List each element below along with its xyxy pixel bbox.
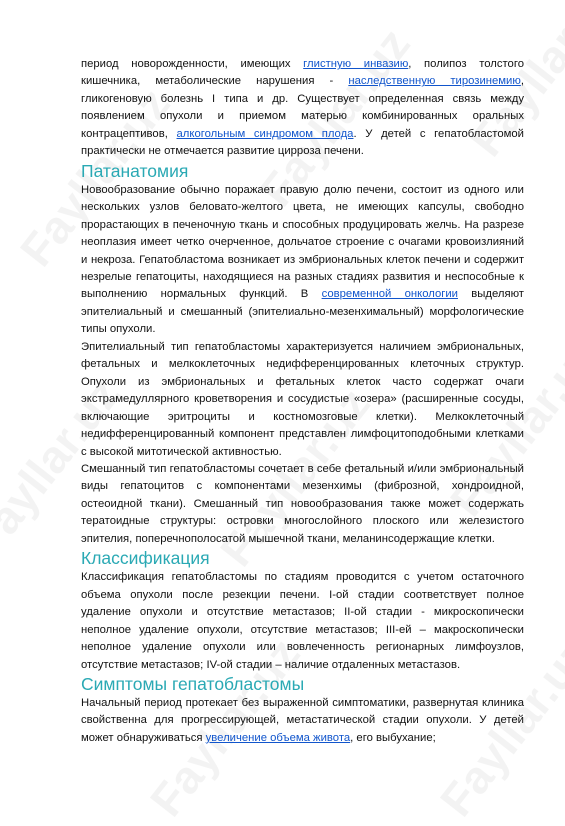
text-run: период новорожденности, имеющих [81, 58, 304, 70]
paragraph-classification: Классификация гепатобластомы по стадиям проводится с учетом остаточного объема опухоли после резекции печени. I-ой стадии соответствует полное удаление опухоли и отсутствие метастазов; II-ой стадии - микроскопически неполное удаление опухоли, отсутствие метастазов; III-ей – макроскопически неполное удаление опухоли или вовлеченность регионарных лимфоузлов, отсутствие метастазов; IV-ой стадии – наличие отдаленных метастазов. [81, 571, 524, 671]
text-run: , полипоз толстого кишечника, метаболические нарушения - [81, 58, 525, 88]
text-run: , гликогеновую болезнь I типа и др. Существует определенная связь между появлением опухоли и приемом матерью комбинированных оральных контрацептивов, [81, 75, 524, 140]
text-run: Начальный период протекает без выраженной симптоматики, развернутая клиника свойственна для прогрессирующей, метастатической стадии опухоли. У детей может обнаруживаться [81, 696, 524, 744]
inline-link[interactable]: современной онкологии [321, 288, 458, 301]
paragraph-mixed-type: Смешанный тип гепатобластомы сочетает в себе фетальный и/или эмбриональный виды гепатоцитов с компонентами мезенхимы (фиброзной, хондроидной, остеоидной ткани). Смешанный тип новообразования также может содержать тератоидные структуры: островки многослойного плоского или железистого эпителия, поперечнополосатой мышечной ткани, меланинсодержащие клетки. [81, 462, 524, 545]
paragraph-pathanatomy [81, 182, 524, 339]
inline-link[interactable]: алкогольным синдромом плода [176, 127, 354, 140]
inline-link[interactable]: увеличение объема живота [205, 731, 351, 744]
document-page [81, 56, 524, 747]
heading-symptoms: Симптомы гепатобластомы [81, 673, 305, 694]
inline-link[interactable]: глистную инвазию [303, 58, 409, 70]
paragraph-symptoms [81, 695, 524, 747]
heading-pathanatomy: Патанатомия [81, 160, 189, 181]
text-run: . У детей с гепатобластомой практически не отмечается развитие цирроза печени. [81, 127, 524, 158]
inline-link[interactable]: наследственную тирозинемию [348, 75, 521, 88]
text-run: выделяют эпителиальный и смешанный (эпителиально-мезенхимальный) морфологические типы опухоли. [81, 288, 524, 336]
paragraph-epithelial-type: Эпителиальный тип гепатобластомы характеризуется наличием эмбриональных, фетальных и мелкоклеточных недифференцированных клеточных структур. Опухоли из эмбриональных и фетальных клеток часто содержат очаги экстрамедуллярного кроветворения и сосудистые «озера» (расширенные сосуды, включающие эритроциты и костномозговые клетки). Мелкоклеточный недифференцированный компонент представлен лимфоцитоподобными клетками с высокой митотической активностью. [81, 340, 524, 458]
text-run: , его выбухание; [350, 731, 436, 744]
paragraph-risk-factors [81, 56, 524, 161]
heading-classification: Классификация [81, 548, 210, 569]
text-run: Новообразование обычно поражает правую долю печени, состоит из одного или нескольких узлов беловато-желтого цвета, не имеющих капсулы, свободно прорастающих в печеночную ткань и способных продуцировать желчь. На разрезе неоплазия имеет четко очерченное, дольчатое строение с очагами кровоизлияний и некроза. Гепатобластома возникает из эмбриональных клеток печени и содержит незрелые гепатоциты, находящиеся на разных стадиях развития и неспособные к выполнению нормальных функций. В [81, 183, 524, 301]
